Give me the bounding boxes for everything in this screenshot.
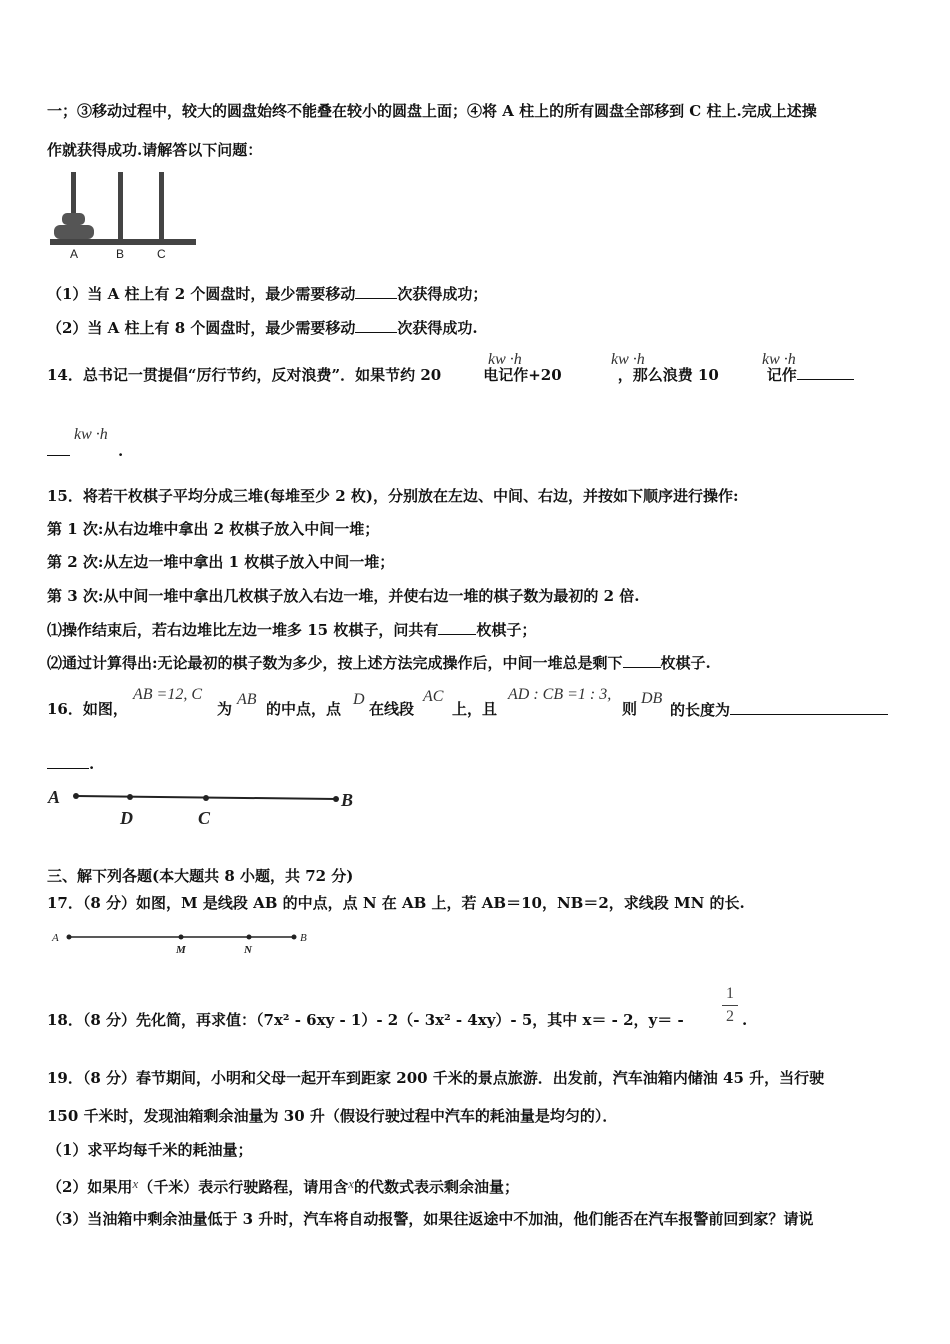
q17-text: 17．（8 分）如图，M 是线段 AB 的中点，点 N 在 AB 上，若 AB＝10，NB＝2，求线段 MN 的长. xyxy=(47,894,745,912)
q14-part3: ，那么浪费 10 xyxy=(617,366,719,384)
q16-blank[interactable] xyxy=(730,699,888,715)
q13-sub1-blank[interactable] xyxy=(355,283,397,299)
q16-math-d: D xyxy=(353,691,365,708)
q19-var-x: x xyxy=(132,1176,139,1191)
q14-part4: 记作 xyxy=(766,366,797,384)
q14-unit-3: kw ·h xyxy=(762,351,796,368)
q16-text-wei: 为 xyxy=(217,700,233,718)
q16-point-d xyxy=(127,794,133,800)
hanoi-label-b: B xyxy=(116,247,125,261)
q15-sub1-text: ⑴操作结束后，若右边堆比左边一堆多 15 枚棋子，问共有 xyxy=(47,621,439,639)
q14-part1: 14．总书记一贯提倡“厉行节约，反对浪费”．如果节约 20 xyxy=(47,366,442,384)
q17-point-a xyxy=(67,935,72,940)
q16-math-ab2: AB xyxy=(237,691,257,708)
q15-line6 xyxy=(47,652,711,673)
q14-line xyxy=(47,364,854,385)
q19-sub2-mid: （千米）表示行驶路程，请用含 xyxy=(138,1178,349,1196)
q16-math-ab: AB =12, C xyxy=(133,686,203,703)
hanoi-figure xyxy=(47,168,199,262)
q13-sub1 xyxy=(47,283,487,304)
q13-line2: 作就获得成功.请解答以下问题： xyxy=(47,141,263,159)
hanoi-disk-small xyxy=(62,213,85,225)
q17-label-n: N xyxy=(244,944,252,956)
q15-sub1-tail: 枚棋子； xyxy=(476,621,537,639)
q15-line3: 第 2 次:从左边一堆中拿出 1 枚棋子放入中间一堆； xyxy=(47,553,395,571)
q19-sub2 xyxy=(47,1174,519,1197)
q13-sub1-tail: 次获得成功； xyxy=(397,285,488,303)
q18-fraction xyxy=(722,985,738,1026)
q15-line2: 第 1 次:从右边堆中拿出 2 枚棋子放入中间一堆； xyxy=(47,520,380,538)
q19-line1: 19．（8 分）春节期间，小明和父母一起开车到距家 200 千米的景点旅游．出发前，汽车油箱内储油 45 升，当行驶 xyxy=(47,1069,825,1087)
q18-text: 18．（8 分）先化简，再求值：（7x² ‑ 6xy ‑ 1）‑ 2（‑ 3x² ‑ 4xy）‑ 5，其中 x＝ ‑ 2，y＝ ‑ xyxy=(47,1011,684,1029)
q15-sub1-blank[interactable] xyxy=(438,619,476,635)
q16-math-ratio: AD : CB =1 : 3, xyxy=(508,686,612,703)
q16-text-length xyxy=(670,699,888,720)
q18-frac-num: 1 xyxy=(726,985,734,1002)
q16-text-and: 上，且 xyxy=(452,700,498,718)
q13-sub2 xyxy=(47,317,478,338)
q13-sub2-tail: 次获得成功. xyxy=(397,319,478,337)
q16-label-a: A xyxy=(48,787,61,807)
q16-end: . xyxy=(89,755,95,773)
q15-sub2-text: ⑵通过计算得出:无论最初的棋子数为多少，按上述方法完成操作后，中间一堆总是剩下 xyxy=(47,654,623,672)
q14-end: . xyxy=(118,442,124,460)
q15-line1: 15．将若干枚棋子平均分成三堆(每堆至少 2 枚)，分别放在左边、中间、右边，并按如下顺序进行操作: xyxy=(47,487,739,505)
q15-sub2-tail: 枚棋子. xyxy=(660,654,711,672)
q17-figure xyxy=(47,926,317,960)
q16-label-d: D xyxy=(120,808,133,828)
q19-sub3: （3）当油箱中剩余油量低于 3 升时，汽车将自动报警，如果往返途中不加油，他们能否在汽车报警前回到家？请说 xyxy=(47,1210,814,1228)
q14-part2: 电记作+20 xyxy=(483,366,562,384)
q15-line4: 第 3 次:从中间一堆中拿出几枚棋子放入右边一堆，并使右边一堆的棋子数为最初的 2 倍. xyxy=(47,587,640,605)
q15-sub2-blank[interactable] xyxy=(623,652,661,668)
q17-point-n xyxy=(247,935,252,940)
hanoi-label-c: C xyxy=(157,247,166,261)
q19-sub1: （1）求平均每千米的耗油量； xyxy=(47,1141,253,1159)
q16-label-b: B xyxy=(341,790,354,810)
q16-math-db: DB xyxy=(641,690,663,707)
q16-length-text: 的长度为 xyxy=(670,701,731,719)
q15-line5 xyxy=(47,619,536,640)
q17-point-b xyxy=(292,935,297,940)
q14-unit-1: kw ·h xyxy=(488,351,522,368)
q14-blank-cont[interactable] xyxy=(47,440,70,456)
q16-label-c: C xyxy=(198,808,211,828)
q16-label: 16．如图， xyxy=(47,700,128,718)
q16-point-a xyxy=(73,793,79,799)
q17-point-m xyxy=(179,935,184,940)
q14-blank[interactable] xyxy=(797,364,854,380)
q19-var-x2: x xyxy=(348,1176,355,1191)
q17-label-m: M xyxy=(176,944,186,956)
q19-sub2-tail: 的代数式表示剩余油量； xyxy=(354,1178,520,1196)
q16-point-b xyxy=(333,796,339,802)
q18-frac-den: 2 xyxy=(726,1008,734,1025)
q14-unit-4: kw ·h xyxy=(74,426,108,443)
q18-end: . xyxy=(742,1011,748,1029)
q16-line2 xyxy=(47,753,94,774)
q14-unit-2: kw ·h xyxy=(611,351,645,368)
q16-figure xyxy=(44,783,374,833)
hanoi-rod-b xyxy=(118,172,123,244)
q13-line1: 一；③移动过程中，较大的圆盘始终不能叠在较小的圆盘上面；④将 A 柱上的所有圆盘全部移到 C 柱上.完成上述操 xyxy=(47,102,817,120)
hanoi-rod-c xyxy=(159,172,164,244)
q16-text-then: 则 xyxy=(622,700,638,718)
hanoi-label-a: A xyxy=(70,247,79,261)
q13-sub1-text: （1）当 A 柱上有 2 个圆盘时，最少需要移动 xyxy=(47,285,356,303)
q17-label-b: B xyxy=(300,932,307,944)
q16-text-segment: 在线段 xyxy=(369,700,415,718)
q13-sub2-text: （2）当 A 柱上有 8 个圆盘时，最少需要移动 xyxy=(47,319,356,337)
q16-point-c xyxy=(203,795,209,801)
section3-heading: 三、解下列各题(本大题共 8 小题，共 72 分) xyxy=(47,867,354,885)
q16-blank-cont[interactable] xyxy=(47,753,89,769)
q18-frac-bar xyxy=(722,1005,738,1006)
q16-text-midpoint: 的中点，点 xyxy=(266,700,342,718)
q19-sub2-text: （2）如果用 xyxy=(47,1178,133,1196)
q19-line2: 150 千米时，发现油箱剩余油量为 30 升（假设行驶过程中汽车的耗油量是均匀的）． xyxy=(47,1107,618,1125)
hanoi-base xyxy=(50,239,196,245)
q16-math-ac: AC xyxy=(423,688,444,705)
q13-sub2-blank[interactable] xyxy=(355,317,397,333)
q17-label-a: A xyxy=(52,932,59,944)
hanoi-disk-large xyxy=(54,225,94,239)
